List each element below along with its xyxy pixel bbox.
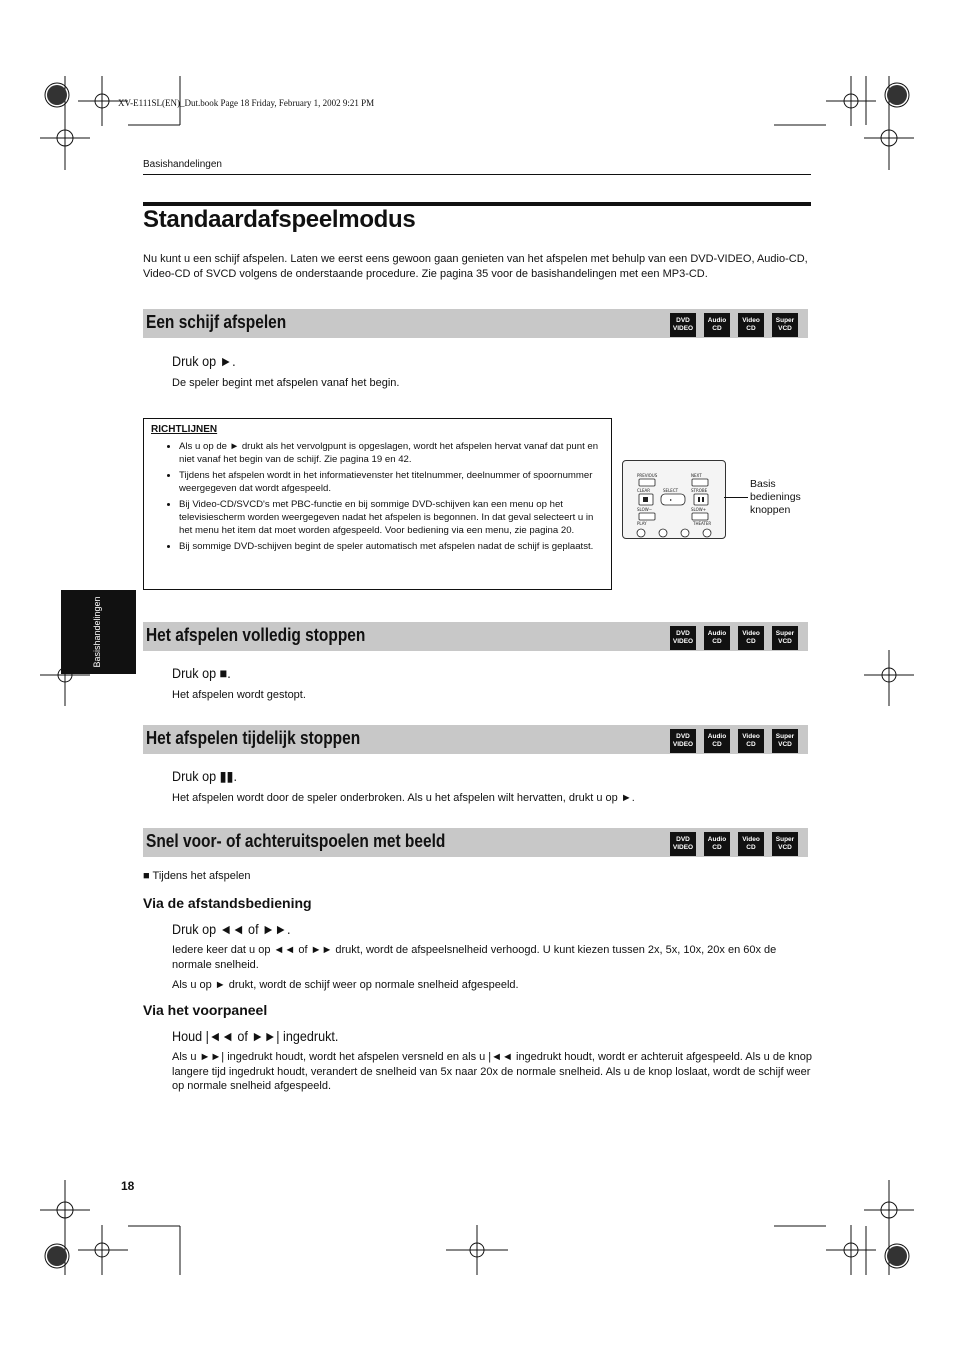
remote-btn-label: CLEAR xyxy=(637,488,651,493)
disc-logos xyxy=(670,729,798,753)
step-stop: Druk op ■. xyxy=(172,665,231,681)
remote-btn-label: SLOW− xyxy=(637,507,653,512)
super-vcd-logo: Super VCD xyxy=(772,729,798,753)
chapter-tab-label: Basishandelingen xyxy=(92,596,102,668)
remote-btn-label: STROBE xyxy=(691,488,708,493)
section-title: Snel voor- of achteruitspoelen met beeld xyxy=(146,831,446,851)
step-scan-remote-desc2: Als u op ► drukt, wordt de schijf weer op normale snelheid afgespeeld. xyxy=(172,979,519,991)
step-pause: Druk op ▮▮. xyxy=(172,768,237,784)
condition-note: ■ Tijdens het afspelen xyxy=(143,870,251,882)
audio-cd-logo: Audio CD xyxy=(704,313,730,337)
panel-subheading: Via het voorpaneel xyxy=(143,1002,268,1018)
disc-logos xyxy=(670,313,798,337)
print-header: XV-E111SL(EN)_Dut.book Page 18 Friday, February 1, 2002 9:21 PM xyxy=(118,98,375,108)
step-scan-panel: Houd |◄◄ of ►►| ingedrukt. xyxy=(172,1028,339,1044)
section-bar-scan xyxy=(143,828,808,857)
video-cd-logo: Video CD xyxy=(738,313,764,337)
intro-paragraph: Nu kunt u een schijf afspelen. Laten we eerst eens gewoon gaan genieten van het afspelen met behulp van een DVD-VIDEO, Audio-CD, Video-CD of SVCD volgens de onderstaande procedure. Zie pagina 35 voor de basishandelingen met een MP3-CD. xyxy=(143,253,808,280)
step-scan-remote-desc1: Iedere keer dat u op ◄◄ of ►► drukt, wordt de afspeelsnelheid verhoogd. U kunt kiezen tussen 2x, 5x, 10x, 20x en 60x de normale snelheid. xyxy=(172,944,777,971)
section-bar-play xyxy=(143,309,808,338)
guideline-item: • Tijdens het afspelen wordt in het informatievenster het titelnummer, deelnummer of spoornummer weergegeven dat wordt afgespeeld. xyxy=(179,469,609,495)
page-number: 18 xyxy=(121,1179,135,1193)
remote-btn-label: PLAY xyxy=(637,521,647,526)
dvd-video-logo: DVD VIDEO xyxy=(670,626,696,650)
guideline-item: • Bij Video-CD/SVCD's met PBC-functie en bij sommige DVD-schijven kan een menu op het televisiescherm worden weergegeven nadat het afspelen is begonnen. In dat geval selecteert u in het menu het item dat moet worden afgespeeld. Voor bediening via een menu, zie pagina 20. xyxy=(179,498,609,537)
guidelines-box xyxy=(143,418,612,590)
video-cd-logo: Video CD xyxy=(738,832,764,856)
step-play: Druk op ►. xyxy=(172,353,236,369)
guideline-item: • Als u op de ► drukt als het vervolgpunt is opgeslagen, wordt het afspelen hervat vanaf dat punt en niet vanaf het begin van de schijf. Zie pagina 19 en 42. xyxy=(179,440,609,466)
dvd-video-logo: DVD VIDEO xyxy=(670,729,696,753)
breadcrumb: Basishandelingen xyxy=(143,159,222,170)
super-vcd-logo: Super VCD xyxy=(772,313,798,337)
dvd-video-logo: DVD VIDEO xyxy=(670,832,696,856)
guideline-item: • Bij sommige DVD-schijven begint de speler automatisch met afspelen nadat de schijf is geplaatst. xyxy=(179,540,609,553)
audio-cd-logo: Audio CD xyxy=(704,832,730,856)
section-title: Een schijf afspelen xyxy=(146,312,287,332)
section-bar-pause xyxy=(143,725,808,754)
breadcrumb-rule xyxy=(143,174,811,175)
remote-subheading: Via de afstandsbediening xyxy=(143,895,312,911)
guidelines-list xyxy=(159,440,609,556)
step-play-desc: De speler begint met afspelen vanaf het begin. xyxy=(172,377,400,389)
remote-callout-label: Basis bedienings knoppen xyxy=(750,478,801,516)
super-vcd-logo: Super VCD xyxy=(772,832,798,856)
page-title: Standaardafspeelmodus xyxy=(143,206,416,233)
video-cd-logo: Video CD xyxy=(738,626,764,650)
section-title: Het afspelen volledig stoppen xyxy=(146,625,366,645)
video-cd-logo: Video CD xyxy=(738,729,764,753)
step-scan-panel-desc: Als u ►►| ingedrukt houdt, wordt het afspelen versneld en als u |◄◄ ingedrukt houdt, wordt er achteruit afgespeeld. Als u de knop langere tijd ingedrukt houdt, verandert de snelheid van 5x naar 20x de normale snelheid. Als u de knop loslaat, wordt de schijf weer op normale snelheid afgespeeld. xyxy=(172,1051,812,1092)
remote-btn-label: SELECT xyxy=(663,488,679,493)
guidelines-heading: RICHTLIJNEN xyxy=(151,424,218,435)
step-scan-remote: Druk op ◄◄ of ►►. xyxy=(172,921,291,937)
disc-logos xyxy=(670,832,798,856)
remote-btn-label: PREVIOUS xyxy=(637,473,658,478)
section-bar-stop xyxy=(143,622,808,651)
dvd-video-logo: DVD VIDEO xyxy=(670,313,696,337)
audio-cd-logo: Audio CD xyxy=(704,729,730,753)
remote-btn-label: THEATER xyxy=(693,521,712,526)
remote-illustration xyxy=(622,460,726,539)
disc-logos xyxy=(670,626,798,650)
remote-btn-label: NEXT xyxy=(691,473,702,478)
remote-buttons-drawing xyxy=(623,461,725,538)
callout-line xyxy=(724,497,748,498)
remote-btn-label: SLOW+ xyxy=(691,507,707,512)
step-stop-desc: Het afspelen wordt gestopt. xyxy=(172,689,306,701)
step-pause-desc: Het afspelen wordt door de speler onderbroken. Als u het afspelen wilt hervatten, drukt u op ►. xyxy=(172,792,635,804)
super-vcd-logo: Super VCD xyxy=(772,626,798,650)
audio-cd-logo: Audio CD xyxy=(704,626,730,650)
chapter-tab xyxy=(61,590,136,674)
section-title: Het afspelen tijdelijk stoppen xyxy=(146,728,361,748)
